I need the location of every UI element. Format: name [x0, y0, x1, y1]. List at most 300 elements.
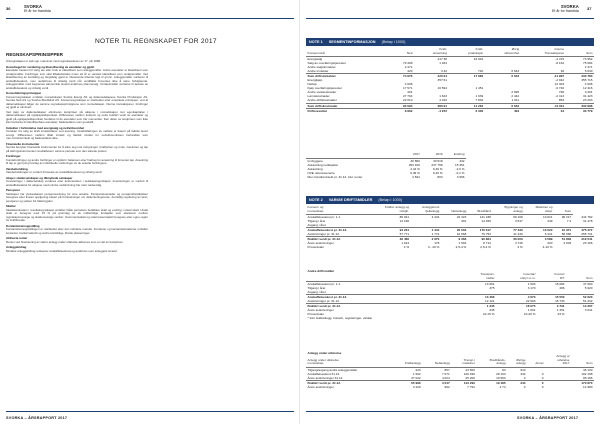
- table-cell: 173 870: [571, 380, 594, 385]
- table-cell: -8 162: [555, 61, 565, 66]
- row-label: * Inkl. kraftanlegg, bolverk, reguleringer, valutar: [307, 316, 373, 321]
- table-cell: 2 471: [584, 65, 593, 70]
- column-header: Sum: [566, 273, 594, 282]
- table-cell: -2 413: [555, 94, 565, 99]
- policy-paragraph: Renter ved finansiering av større anlegg under utførelse aktiveres som en del av kostprisen.: [6, 239, 124, 244]
- table-cell: 6 431: [544, 232, 553, 237]
- table-cell: 170 617: [468, 228, 493, 233]
- table-cell: 16 594: [437, 86, 447, 91]
- table-cell: 15 084: [555, 282, 565, 287]
- table-cell: 342: [459, 158, 465, 163]
- column-header: Maskiner og utstyr: [524, 206, 554, 215]
- row-label: Tilgang i året: [307, 219, 326, 224]
- table-cell: 98 166: [583, 375, 593, 380]
- table-cell: 910: [520, 367, 526, 372]
- table-cell: 475 272: [573, 228, 594, 233]
- table-header-row: [306, 48, 594, 57]
- table-cell: 19 185: [476, 380, 507, 385]
- table-cell: 417 38: [437, 57, 447, 61]
- table-cell: 10 668: [456, 232, 467, 237]
- table-cell: 14 450: [481, 219, 491, 224]
- table-cell: 466: [559, 286, 565, 291]
- policy-paragraph: Varebeholdninger er vurdert til laveste av anskaffelseskost og virkelig verdi.: [6, 170, 103, 175]
- table-cell: 6 643: [485, 74, 521, 79]
- table-cell: 4 003: [563, 241, 572, 246]
- table-cell: 0: [541, 375, 544, 380]
- table-cell: 80 041: [399, 215, 410, 219]
- table-row: [306, 245, 594, 249]
- column-header: [306, 273, 458, 282]
- table-cell: 3 32: [440, 69, 447, 74]
- table-cell: 16 733: [555, 299, 565, 304]
- table-cell: 57 771: [399, 232, 410, 237]
- table-cell: 30 518: [433, 158, 443, 163]
- table-cell: 31 478: [583, 219, 593, 224]
- note-1-label: NOTE 1: [309, 40, 323, 44]
- header-rule: [6, 18, 294, 19]
- row-label: Bokført verdi pr. 31.12.: [306, 237, 370, 242]
- table-cell: 301: [461, 219, 467, 224]
- table-cell: 1 939: [475, 94, 484, 99]
- table-cell: 2 442: [511, 94, 520, 99]
- table-cell: 1 592: [458, 241, 467, 246]
- table-cell: -6 740: [555, 86, 565, 91]
- column-header: Endring: [444, 153, 466, 158]
- table-cell: 20 034: [441, 228, 468, 233]
- table-cell: 10 021: [543, 215, 553, 219]
- row-label: Bokført verdi pr. 31.12.: [306, 304, 458, 309]
- table-cell: 8 962: [389, 108, 414, 113]
- column-header: Nett: [389, 48, 414, 57]
- page-number: 36: [6, 6, 11, 11]
- column-header: Annet: [527, 355, 545, 367]
- table-cell: 18 075: [496, 304, 537, 309]
- table-cell: 41 430: [513, 232, 523, 237]
- table-cell: 19 564: [496, 375, 506, 380]
- policy-paragraph: Svorka benytter finansielle instrumenter for å sikre seg mot svingninger i kraftpriser og rente. Gevinster og tap på sikringsinstrumenter resultatføres i samme periode som den sikrede posten.: [6, 145, 148, 153]
- row-label: Energisalg: [307, 57, 323, 61]
- table-cell: 357 61: [437, 78, 447, 83]
- table-cell: 5 040: [584, 69, 593, 74]
- table-cell: 3 996: [456, 174, 465, 179]
- table-cell: 16 942: [473, 57, 484, 61]
- table-cell: 27 794: [402, 94, 413, 99]
- column-header: Sum: [554, 206, 573, 215]
- table-cell: 5 020: [584, 286, 593, 291]
- table-cell: 6 643: [511, 69, 520, 74]
- table-cell: 10 020: [524, 228, 554, 233]
- table-cell: 3 %: [517, 245, 523, 250]
- header-rule: [306, 18, 594, 19]
- table-cell: 4 606: [584, 82, 593, 87]
- running-header: [552, 5, 579, 13]
- table-header-row: [306, 273, 594, 282]
- column-header: Inventar/ utstyr m.m.: [496, 273, 537, 282]
- table-cell: 6,46 %: [432, 166, 443, 171]
- column-header: Nettanlegg: [441, 206, 468, 215]
- policy-heading: Aktiverte renter: [6, 236, 28, 241]
- table-cell: 444 782: [581, 215, 593, 219]
- column-header: 2017: [399, 153, 422, 158]
- table-cell: 33 %: [557, 312, 565, 317]
- policy-paragraph: Inntekter fra salg av kraft inntektsføres ved levering. Inntektsføringen av nettleie er basert på faktisk levert energi. Differansen mellom tillatt inntekt og faktisk inntekt for nettvirksomheten behandles som mer-/mindreinntekt og balanseføres ikke.: [6, 129, 148, 141]
- table-cell: 2 471: [404, 65, 413, 70]
- policy-heading: Kontantstrømoppstilling: [6, 223, 40, 228]
- table-cell: -11 611: [521, 103, 566, 108]
- table-cell: 14 980: [583, 384, 593, 389]
- table-cell: 141 238: [479, 215, 491, 219]
- row-label: Salg av overføringstjenester: [307, 61, 347, 66]
- brand-subtitle: Et år for framtida: [24, 9, 51, 14]
- table-cell: 4 444: [411, 228, 441, 233]
- table-cell: 4 024: [441, 375, 450, 380]
- row-label: Anskaffelseskost 31.12.: [307, 371, 341, 376]
- table-cell: 1 614: [401, 241, 410, 246]
- table-cell: 230 783: [566, 74, 594, 79]
- table-cell: 375: [489, 286, 495, 291]
- row-label: Årets avskrivninger: [307, 308, 334, 313]
- table-cell: 4,44 %: [410, 166, 420, 171]
- table-cell: 420: [407, 69, 413, 74]
- column-header: Øvrig virksomhet: [485, 48, 521, 57]
- footer-rule: [306, 411, 594, 412]
- table-cell: 7 794: [467, 384, 475, 389]
- table-cell: 2,5-4 %: [480, 245, 491, 250]
- table-cell: [573, 245, 594, 249]
- row-label: Avskrivninger pr. 31.12.: [307, 299, 340, 304]
- policy-paragraph: Kontantstrømoppstillingen er utarbeidet etter den indirekte metode. Kontanter og kontantekvivalenter omfatter kontanter, bankinnskudd og andre kortsiktige, likvide plasseringer.: [6, 227, 148, 235]
- policy-heading: Pensjoner: [6, 188, 20, 193]
- table-row: [306, 108, 594, 113]
- table-cell: 28 193: [496, 371, 506, 376]
- note-1-bar: [306, 38, 594, 46]
- table-title: Anlegg under utførelse: [307, 351, 342, 355]
- row-label: Tilgang i året: [307, 286, 326, 291]
- brand-name: SVORKA: [24, 4, 42, 9]
- table-cell: 20 166: [583, 241, 593, 246]
- table-cell: 13 267: [566, 304, 594, 309]
- table-cell: 15 351: [455, 162, 465, 167]
- table-cell: 36 460: [370, 237, 411, 242]
- column-header: Kraft- produksjon: [448, 48, 484, 57]
- construction-table: [306, 350, 594, 389]
- table-cell: 796: [558, 90, 565, 95]
- table-cell: 30 860: [410, 158, 420, 163]
- row-label: Prosentsats: [307, 245, 324, 250]
- table-cell: 3 641: [584, 308, 593, 313]
- column-header: Anlegg u/ utførelse 2017: [545, 355, 571, 367]
- row-label: Andre varekostnader: [307, 90, 337, 95]
- table-cell: 12 416: [583, 86, 593, 91]
- table-cell: 330 998: [566, 103, 594, 108]
- table-cell: 3 - 20 %: [427, 245, 440, 250]
- row-label: Energikjøp: [307, 78, 323, 83]
- table-cell: 30 779: [566, 108, 594, 113]
- table-title: Andre driftsmidler: [307, 269, 335, 273]
- table-cell: 69 168: [513, 215, 523, 219]
- table-cell: 3 731: [537, 304, 566, 309]
- row-label: Avgang i året: [307, 223, 326, 228]
- policy-heading: Aksjer i datterselskaper og tilknyttede selskaper: [6, 175, 73, 180]
- table-cell: 84: [502, 367, 506, 372]
- footer-rule: [6, 411, 294, 412]
- page-number: 37: [587, 6, 592, 11]
- table-cell: 2 695: [511, 90, 520, 95]
- column-header: Sum: [566, 48, 594, 57]
- column-header: Interne Transaksjoner: [521, 48, 566, 57]
- table-cell: 1 345: [458, 304, 496, 309]
- table-cell: 7 071: [441, 371, 450, 376]
- row-label: Årets avskrivninger: [307, 384, 334, 389]
- table-cell: 113 290: [451, 380, 476, 385]
- row-label: Avgang i året: [307, 290, 326, 295]
- table-cell: 349: [547, 219, 553, 224]
- row-label: NVE referanserente: [307, 170, 335, 175]
- table-header-row: [306, 206, 594, 215]
- brand-name: SVORKA: [560, 4, 579, 9]
- table-row: [306, 385, 594, 389]
- table-cell: 17 682: [448, 74, 484, 79]
- note-2-label: NOTE 2: [309, 198, 323, 202]
- column-header: Konsern og morselskap: [306, 206, 370, 215]
- table-cell: [554, 245, 573, 249]
- row-label: Prosentsats: [307, 312, 324, 317]
- table-cell: 3 589: [524, 237, 554, 242]
- policy-paragraph: Konsernregnskapet omfatter morselskapet Svorka Energi AS og datterselskapene Svorka Produksjon AS, Svorka Nett AS og Svorka Bredbånd AS. Konsernregnskapet er utarbeidet etter ensartede prinsipper, ved at datterselskapet følger de samme regnskapsprinsippene som morselskapet. Interne transaksjoner, fordringer og gjeld er eliminert.: [6, 94, 148, 109]
- column-header: Bredbånds- anlegg: [476, 355, 507, 367]
- policy-paragraph: Investeringer i datterselskap vurderes etter kostmetoden i selskapsregnskapet. Investeringen er vurdert til anskaffelseskost for aksjene med mindre nedskrivning har vært nødvendig.: [6, 179, 148, 187]
- policy-heading: Inntekter i forbindelse med energisalg og nettvirksomhet: [6, 125, 85, 130]
- table-cell: 3 291: [584, 90, 593, 95]
- policy-paragraph: Årsregnskapet er satt opp i samsvar med regnskapsloven av 17. juli 1998.: [6, 59, 101, 63]
- table-cell: -0,1 %: [455, 170, 465, 175]
- table-cell: 344: [520, 371, 526, 376]
- row-label: Andre inntekter: [307, 69, 329, 74]
- table-header-row: [306, 355, 594, 367]
- row-label: Anskaffelseskost pr. 31.12.: [306, 295, 458, 300]
- table-cell: 0: [541, 384, 544, 389]
- note-1-title: SEGMENTINFORMASJON: [328, 40, 376, 44]
- table-cell: 94 231: [370, 228, 411, 233]
- table-cell: 102 198: [581, 371, 593, 376]
- table-cell: [458, 316, 496, 320]
- table-cell: 4 844: [412, 174, 420, 179]
- table-cell: 36 000: [492, 237, 524, 242]
- table-cell: 355 715: [581, 78, 593, 83]
- table-cell: 3 745: [514, 241, 523, 246]
- table-cell: 47 600: [583, 282, 593, 287]
- table-cell: 401: [407, 90, 413, 95]
- table-cell: 45 130: [583, 367, 593, 372]
- table-cell: 992: [444, 384, 450, 389]
- table-cell: 51 803: [554, 237, 573, 242]
- table-cell: 75 084: [583, 61, 593, 66]
- table-cell: 11 262: [448, 103, 484, 108]
- notes-title: NOTER TIL REGNSKAPET FOR 2017: [95, 38, 217, 45]
- table-cell: 320: [547, 241, 553, 246]
- table-cell: 253 109: [408, 162, 420, 167]
- column-header: Transport- midler: [458, 273, 496, 282]
- column-header: Nettanlegg: [422, 355, 451, 367]
- table-cell: -2 942: [555, 78, 565, 83]
- table-cell: [545, 385, 571, 389]
- row-label: Anskaffelseskost pr. 1.1.: [307, 282, 341, 287]
- table-cell: 4 673: [496, 295, 537, 300]
- note-2-unit: (Beløp i 1000): [378, 198, 403, 202]
- column-header: 2016: [421, 153, 444, 158]
- policy-heading: Hovedregel for vurdering og klassifisering av eiendeler og gjeld:: [6, 64, 95, 69]
- table-cell: 15 550: [537, 295, 566, 300]
- table-cell: 1 451: [475, 86, 484, 91]
- table-cell: 403: [485, 108, 521, 113]
- policy-paragraph: Eiendeler bestemt til varig eie eller bruk er klassifisert som anleggsmidler. Andre eiendeler er klassifisert som omløpsmidler. Fordringer som skal tilbakebetales innen ett år er uansett klassifisert som omløpsmidler. Ved klassifisering av kortsiktig og langsiktig gjeld er tilsvarende kriterier lagt til grunn. Anleggsmidler vurderes til anskaffelseskost, men nedskrives til virkelig verdi når verdifallet forventes ikke å være forbigående. Anleggsmidler med begrenset økonomisk levetid avskrives planmessig. Omløpsmidler vurderes til laveste av anskaffelseskost og virkelig verdi.: [6, 68, 148, 90]
- table-cell: 344: [507, 380, 527, 385]
- table-cell: 17 571: [402, 86, 413, 91]
- column-header: Kontor/ IKT: [537, 273, 566, 282]
- row-label: Avkastning nettkapital: [307, 162, 338, 167]
- column-header: Transp./ maskiner: [451, 355, 476, 367]
- table-cell: 4 %: [403, 245, 410, 250]
- page-footer: SVORKA – ÅRSRAPPORT 2017: [6, 416, 68, 420]
- table-cell: 31 423: [583, 94, 593, 99]
- note-1-unit: (Beløp i 1000): [381, 40, 406, 44]
- table-cell: 3 170: [527, 286, 536, 291]
- table-cell: 7 4: [566, 219, 572, 224]
- table-cell: 853: [558, 98, 565, 103]
- table-cell: 10-20 %: [523, 312, 536, 317]
- page-footer: SVORKA – ÅRSRAPPORT 2017: [517, 416, 579, 420]
- table-cell: 73 952: [583, 57, 593, 61]
- table-cell: 90 094: [389, 103, 414, 108]
- table-cell: 12 121: [485, 299, 495, 304]
- policy-heading: Konsolideringsprinsipper: [6, 91, 42, 95]
- table-cell: 79 408: [402, 61, 413, 66]
- row-label: Lønnskostnader: [307, 94, 330, 99]
- table-cell: 6 300: [448, 108, 484, 113]
- column-header: Bygninger og anlegg: [492, 206, 524, 215]
- policy-paragraph: Kundefordringer og andre fordringer er oppført i balansen etter fradrag for avsetning til forventet tap. Avsetning til tap er gjort på grunnlag av individuelle vurderinger av de enkelte fordringene.: [6, 157, 148, 166]
- row-label: Mer-/mindreinntekt pr. 31.12. inkl. renter: [307, 174, 363, 179]
- right-page: [300, 0, 600, 424]
- table-cell: 51 232: [583, 299, 593, 304]
- table-cell: -4 476: [555, 57, 565, 61]
- fixed-assets-table: [306, 206, 594, 249]
- table-cell: 803: [437, 174, 443, 179]
- row-label: Årets avskrivninger: [307, 241, 334, 246]
- table-row: [306, 316, 594, 320]
- table-cell: 237 758: [431, 162, 443, 167]
- row-label: Årets avskrivninger 31.12.: [307, 375, 344, 380]
- policy-heading: Skatter: [6, 204, 16, 209]
- policy-paragraph: Skattekostnaden i resultatregnskapet omfatter både periodens betalbare skatt og endring i utsatt skatt. Utsatt skatt er beregnet med 23 % på grunnlag av de midlertidige forskjeller som eksisterer mellom regnskapsmessige og skattemessige verdier. Grunnrenteskatt og naturressursskatt beregnes etter egne regler for kraftforetak.: [6, 207, 148, 223]
- table-cell: 90 864: [468, 237, 493, 242]
- table-cell: 380 91: [414, 103, 449, 108]
- table-cell: 4-10 %: [542, 245, 553, 250]
- table-cell: 1 643: [439, 94, 447, 99]
- table-cell: 3 420: [412, 384, 421, 389]
- column-header: Kraftanlegg: [392, 355, 422, 367]
- table-cell: 1 451: [556, 308, 565, 313]
- table-cell: 34: [521, 108, 566, 113]
- row-label: Andre driftskostnader: [307, 98, 337, 103]
- column-header: Anleggstomt fjellanlegg: [411, 206, 441, 215]
- table-cell: 6 642: [485, 103, 521, 108]
- row-label: Andre salgsinntekter: [307, 65, 336, 70]
- note-2-bar: [306, 196, 594, 204]
- table-cell: 65 996: [392, 380, 422, 385]
- row-label: Sum driftskostnader: [306, 103, 389, 108]
- table-cell: 740: [478, 69, 484, 74]
- table-cell: 13 466: [458, 295, 496, 300]
- column-header: Bredbånd: [468, 206, 493, 215]
- table-cell: 14 190: [399, 219, 410, 224]
- policy-heading: Fordringer: [6, 154, 21, 159]
- table-cell: 4 010: [439, 98, 447, 103]
- table-cell: 2,5-4 %: [455, 245, 467, 250]
- row-label: Avkastning: [307, 166, 323, 171]
- table-cell: -11 997: [521, 74, 566, 79]
- table-cell: 43 500: [465, 367, 475, 372]
- table-cell: 13 091: [485, 282, 495, 287]
- table-row: [306, 175, 466, 179]
- table-cell: 0: [541, 371, 544, 376]
- table-cell: [496, 316, 537, 320]
- table-cell: 0: [523, 375, 526, 380]
- table-cell: 3 547: [514, 219, 523, 224]
- table-cell: 79 753: [481, 232, 491, 237]
- policy-paragraph: Selskapet har ytelsesbasert pensjonsordning for sine ansatte. Pensjonskostnader og pensjonsforpliktelser beregnes etter lineær opptjening basert på forutsetninger om diskonteringsrente, fremtidig regulering av lønn, pensjoner og ytelser fra folketrygden.: [6, 191, 148, 203]
- table-cell: -4 972: [414, 108, 449, 113]
- column-header: Øvrige anlegg: [507, 355, 527, 367]
- table-cell: 178: [434, 241, 440, 246]
- table-cell: 2 670: [411, 237, 441, 242]
- policy-heading: Anleggsbidrag: [6, 245, 27, 250]
- running-header: [24, 5, 51, 13]
- row-label: Bokført verdi pr. 31.12.: [306, 380, 392, 385]
- table-cell: 90 217: [561, 215, 572, 219]
- row-label: Innbyggere: [307, 158, 323, 163]
- table-cell: 3 047: [422, 380, 451, 385]
- table-cell: 6,46 %: [432, 170, 443, 175]
- row-label: Anskaffelseskost pr. 31.12.: [306, 228, 370, 233]
- table-cell: 10 971: [554, 228, 573, 233]
- row-label: Tilgang/avgang andre anleggsmidler: [307, 367, 358, 372]
- table-cell: 219 541: [573, 237, 594, 242]
- column-header: Kraft- omsetning: [414, 48, 449, 57]
- table-cell: 1 503: [527, 282, 536, 287]
- table-cell: 22 993: [525, 299, 536, 304]
- table-cell: 58 968: [561, 232, 572, 237]
- row-label: Driftsresultat: [306, 108, 389, 113]
- column-header: Anlegg under utførelse morselskap: [306, 355, 392, 367]
- table-cell: 223: [415, 367, 421, 372]
- table-cell: 1 934: [439, 61, 447, 66]
- table-cell: 0: [527, 380, 545, 385]
- table-cell: 9 366: [441, 237, 468, 242]
- table-cell: 74 976: [389, 74, 414, 79]
- table-cell: 1 001: [527, 308, 536, 313]
- table-cell: 7 832: [475, 98, 484, 103]
- table-cell: 2 74: [499, 384, 506, 389]
- other-assets-table: [306, 268, 594, 320]
- accounting-policies-text: [6, 60, 296, 405]
- section-heading: REGNSKAPSPRINSIPPER: [6, 52, 63, 57]
- policy-heading: Varebeholdning: [6, 166, 28, 171]
- row-label: Sum driftsinntekter: [306, 74, 389, 79]
- table-cell: [566, 316, 594, 320]
- kpi-table: [306, 153, 466, 179]
- table-cell: 120 499: [463, 371, 475, 376]
